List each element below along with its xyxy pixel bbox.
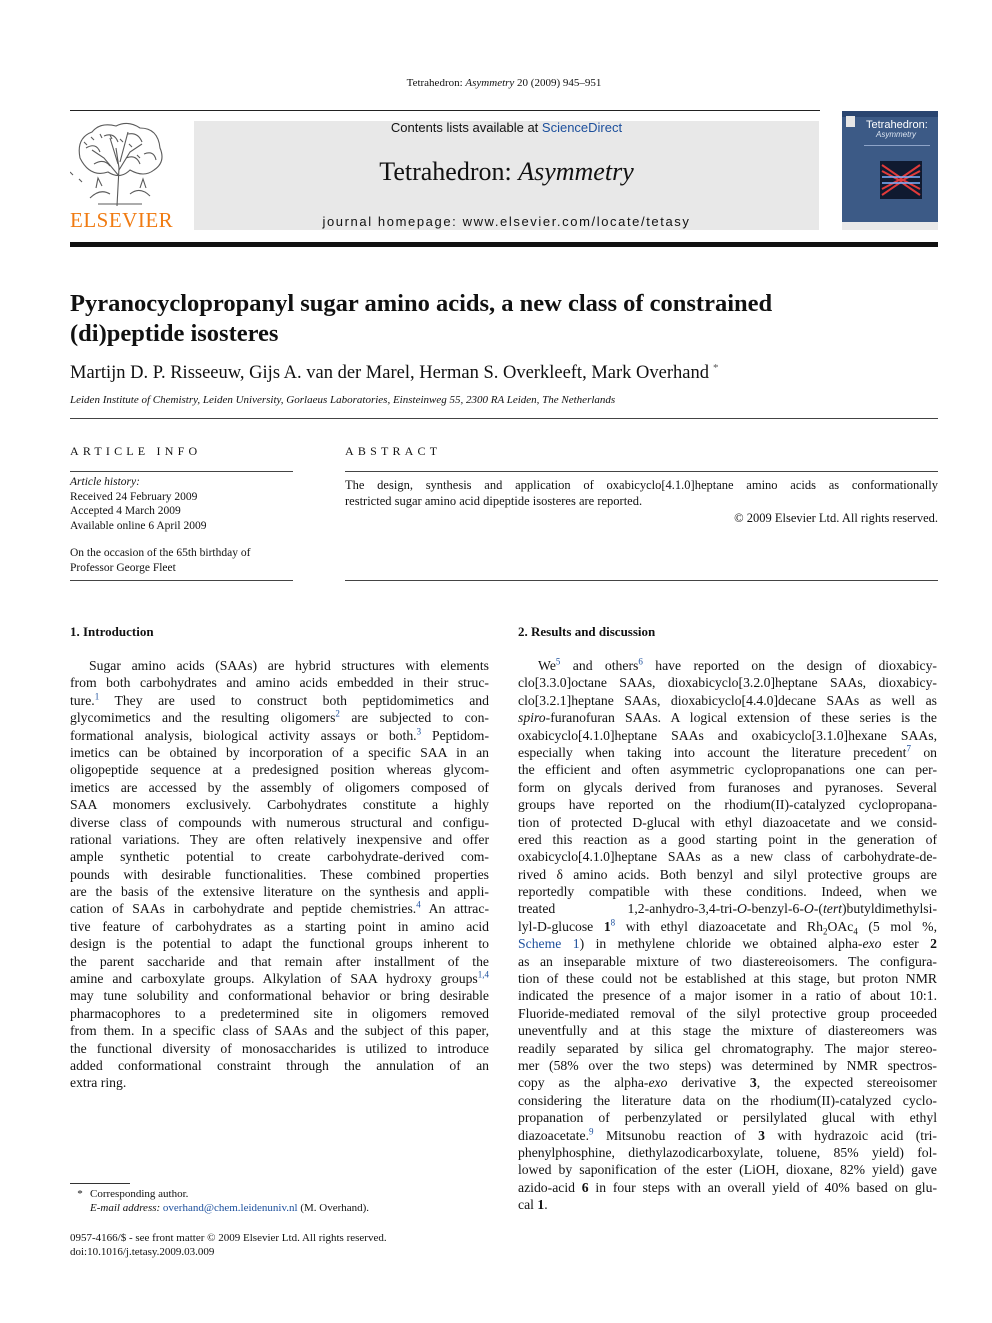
reference-link[interactable]: 1,4 <box>477 970 489 980</box>
journal-cover-image <box>842 111 938 230</box>
text-line: reportedly compatible with these conditions. Indeed, when we <box>518 884 937 900</box>
text-line: readily separated by silica gel chromatography. The major stereo- <box>518 1040 937 1056</box>
reference-link[interactable]: 1 <box>94 691 100 702</box>
text-line: cation of SAAs in carbohydrate and peptide chemistries.$^4$ An attrac- <box>70 900 489 917</box>
section-heading-results: 2. Results and discussion <box>518 624 656 639</box>
doi: doi:10.1016/j.tetasy.2009.03.009 <box>70 1246 215 1258</box>
text-line: from both carbohydrates and amino acids embedded in their struc- <box>70 675 489 691</box>
contents-line: Contents lists available at ScienceDirect <box>390 120 623 135</box>
text-line: Sugar amino acids (SAAs) are hybrid structures with elements <box>89 658 489 673</box>
elsevier-wordmark: ELSEVIER <box>70 208 174 232</box>
abstract-bottom-rule <box>345 580 938 581</box>
text-line: mer (58% over the two steps) was determined by NMR spectros- <box>518 1057 937 1073</box>
article-info-bottom-rule <box>70 580 293 581</box>
text-line: amine and carboxylate groups. Alkylation of SAA hydroxy groups$^{1,4}$ <box>70 970 489 987</box>
reference-link[interactable]: 8 <box>610 917 616 928</box>
cover-footer <box>842 222 938 230</box>
front-matter-info: 0957-4166/$ - see front matter © 2009 Elsevier Ltd. All rights reserved. doi:10.1016/j.tetasy.2009.03.009 <box>70 1232 387 1258</box>
text-line: formational analysis, biological activity assays or both.$^3$ Peptidom- <box>70 726 489 743</box>
text-line: from them. In a specific class of SAAs and the subject of this paper, <box>70 1023 489 1039</box>
italic-text: O <box>737 901 747 917</box>
text-line: the efficient and often asymmetric cyclopropanations one can per- <box>518 762 937 778</box>
text-line: uneventfully and at this stage the mixture of diastereomers was <box>518 1023 937 1039</box>
text-line: the parent saccharide and that remain after installment of the <box>70 953 489 969</box>
section-heading-introduction: 1. Introduction <box>70 624 154 639</box>
article-title: Pyranocyclopropanyl sugar amino acids, a new class of constrained (di)peptide isosteres <box>70 290 773 347</box>
reference-link[interactable]: 6 <box>638 657 643 667</box>
cover-subtitle: Asymmetry <box>876 130 916 139</box>
text-line: added conformational constraint through the annulation of an <box>70 1057 489 1073</box>
text-line: imetics can be obtained by incorporation of a specific SAA in an <box>70 744 489 760</box>
text-line: the functional diversity of monosaccharides is utilized to introduce <box>70 1040 489 1056</box>
article-info-heading: ARTICLE INFO <box>70 444 202 458</box>
text-line: copy as the alpha-exo derivative 3, the expected stereoisomer <box>518 1075 937 1091</box>
scheme-link[interactable]: Scheme 1 <box>518 936 580 952</box>
text-line: rived δ amino acids. Both benzyl and silyl protective groups are <box>518 866 937 882</box>
text-line: lyl-D-glucose 1$^8$ with ethyl diazoacetate and $Rh_2OAc_4$ (5 mol %, <box>518 917 937 936</box>
author-list: Martijn D. P. Risseeuw, Gijs A. van der Marel, Herman S. Overkleeft, Mark Overhand * <box>70 362 719 384</box>
text-line: may tune solubility and conformational behavior or bring desirable <box>70 988 489 1004</box>
header-rule <box>70 110 820 111</box>
text-line: SAA monomers exclusively. Carbohydrates constitute a highly <box>70 797 489 813</box>
copyright-notice: © 2009 Elsevier Ltd. All rights reserved. <box>734 511 938 525</box>
text-line: treated 1,2-anhydro-3,4-tri-O-benzyl-6-O-(tert)butyldimethylsi- <box>518 901 937 917</box>
text-line: spiro-furanofuran SAAs. A logical extension of these series is the <box>518 710 937 726</box>
text-line: considering the literature data on the rhodium(II)-catalyzed cyclo- <box>518 1092 937 1108</box>
footnote-rule <box>70 1183 130 1184</box>
dedication: On the occasion of the 65th birthday of Professor George Fleet <box>70 547 251 574</box>
text-line: tion of protected D-glucal with ethyl diazoacetate and we consid- <box>518 814 937 830</box>
text-line: indicated the presence of a major isomer in a ratio of about 10:1. <box>518 988 937 1004</box>
sciencedirect-link[interactable]: ScienceDirect <box>541 120 623 135</box>
subscript: 4 <box>853 926 858 936</box>
text-line: Scheme 1) in methylene chloride we obtained alpha-exo ester 2 <box>518 936 937 952</box>
abstract-heading: ABSTRACT <box>345 444 442 458</box>
italic-text: exo <box>862 936 882 952</box>
front-rule <box>70 418 938 419</box>
article-info-rule <box>70 471 293 472</box>
text-line: oligopeptide sequence at a predesigned position whereas glycom- <box>70 762 489 778</box>
reference-link[interactable]: 3 <box>416 726 422 736</box>
corresponding-footnote: * Corresponding author. E-mail address: overhand@chem.leidenuniv.nl (M. Overhand). <box>77 1188 370 1214</box>
compound-number: 3 <box>758 1127 765 1143</box>
text-line: rational variations. They are often relatively inexpensive and offer <box>70 831 489 847</box>
compound-number: 3 <box>749 1075 757 1091</box>
text-line: especially when taking into account the literature precedent$^7$ on <box>518 743 937 760</box>
text-line: tion of these could not be established at this stage, but proton NMR <box>518 971 937 987</box>
text-line: as an inseparable mixture of two diastereoisomers. The configura- <box>518 953 937 969</box>
text-line: ample synthetic potential to create carbohydrate-derived com- <box>70 849 489 865</box>
elsevier-tree-logo <box>70 118 170 208</box>
reference-link[interactable]: 7 <box>906 743 911 754</box>
text-line: clo[3.2.1]heptane SAAs, dioxabicyclo[4.4.0]decane SAAs as well as <box>518 692 937 708</box>
text-line: azido-acid 6 in four steps with an overall yield of 40% based on glu- <box>518 1179 937 1195</box>
compound-number: 6 <box>581 1179 589 1195</box>
text-line: oxabicyclo[4.1.0]heptane SAAs and oxabicyclo[3.1.0]hexane SAAs, <box>518 727 937 743</box>
text-line: tive feature of carbohydrates as a starting point in amino acid <box>70 918 489 934</box>
cover-rule <box>864 145 930 146</box>
article-history: Article history: Received 24 February 2009 Accepted 4 March 2009 Available online 6 April 2009 <box>70 476 207 532</box>
text-line: diazoacetate.$^9$ Mitsunobu reaction of 3 with hydrazoic acid (tri- <box>518 1126 937 1143</box>
italic-text: spiro <box>518 710 546 726</box>
italic-text: exo <box>648 1075 668 1091</box>
reference-link[interactable]: 4 <box>416 900 421 910</box>
compound-number: 2 <box>930 936 937 952</box>
compound-number: 1 <box>603 918 611 934</box>
text-line: imetics are accessed by the assembly of oligomers composed of <box>70 779 489 795</box>
abstract-rule <box>345 471 938 472</box>
text-line: diverse class of compounds with numerous structural and configu- <box>70 814 489 830</box>
text-line: form on glycals derived from furanoses and pyranoses. Several <box>518 779 937 795</box>
text-line: propanation of perbenzylated or persilylated glucal with ethyl <box>518 1110 937 1126</box>
abstract-text: The design, synthesis and application of oxabicyclo[4.1.0]heptane amino acids as conformationally restricted sugar amino acid dipeptide isosteres are reported. © 2009 Elsevier Ltd. All rights reserved. <box>345 478 938 525</box>
cover-title: Tetrahedron: <box>866 119 928 131</box>
text-line: phenylphosphine, diethylazodicarboxylate, toluene, 85% yield) fol- <box>518 1144 937 1160</box>
text-line: glycomimetics and the resulting oligomers$^2$ are subjected to con- <box>70 709 489 726</box>
affiliation: Leiden Institute of Chemistry, Leiden University, Gorlaeus Laboratories, Einsteinweg 55, 2300 RA Leiden, The Netherlands <box>70 394 616 406</box>
subscript: 2 <box>822 926 828 936</box>
author-email-link[interactable]: overhand@chem.leidenuniv.nl <box>162 1202 298 1214</box>
reference-link[interactable]: 2 <box>335 709 340 719</box>
reference-link[interactable]: 5 <box>555 657 561 667</box>
text-line: ered this reaction as a good starting point in the generation of <box>518 831 937 847</box>
cover-publisher-mark <box>846 116 855 127</box>
corresponding-author-mark[interactable]: * <box>712 362 719 374</box>
results-text <box>518 657 937 1214</box>
journal-title: Tetrahedron: Asymmetry <box>379 157 634 186</box>
italic-text: tert <box>822 901 842 917</box>
text-line: clo[3.3.0]octane SAAs, dioxabicyclo[3.2.0]heptane SAAs, dioxabicy- <box>518 675 937 691</box>
text-line: lowed by saponification of the ester (LiOH, dioxane, 82% yield) gave <box>518 1162 937 1178</box>
text-line: extra ring. <box>70 1075 127 1091</box>
text-line: design is the potential to adapt the functional groups inherent to <box>70 936 489 952</box>
journal-homepage-link[interactable]: journal homepage: www.elsevier.com/locate/tetasy <box>322 214 691 229</box>
text-line: Fluoride-mediated removal of the silyl protective group proceeded <box>518 1005 937 1021</box>
cover-graphic <box>880 161 922 199</box>
masthead-thick-rule <box>70 242 938 247</box>
introduction-text <box>70 657 489 1092</box>
text-line: cal 1. <box>518 1197 548 1213</box>
compound-number: 1 <box>537 1197 545 1213</box>
text-line: We$^5$ and others$^6$ have reported on the design of dioxabicy- <box>538 657 937 673</box>
text-line: groups have reported on the rhodium(II)-catalyzed cyclopropana- <box>518 797 937 813</box>
text-line: are the basis of the extensive literature on the synthesis and appli- <box>70 884 489 900</box>
text-line: oxabicyclo[4.1.0]heptane SAAs as a new class of carbohydrate-de- <box>518 849 937 865</box>
text-line: pounds with desirable functionalities. These combined properties <box>70 866 489 882</box>
cover-top-band <box>842 111 938 117</box>
text-line: pharmacophores to a predetermined site in oligomers removed <box>70 1005 489 1021</box>
text-line: ture.$^1$ They are used to construct both peptidomimetics and <box>70 691 489 708</box>
italic-text: O <box>803 901 814 917</box>
reference-link[interactable]: 9 <box>589 1126 594 1136</box>
journal-citation: Tetrahedron: Asymmetry 20 (2009) 945–951 <box>406 77 602 89</box>
